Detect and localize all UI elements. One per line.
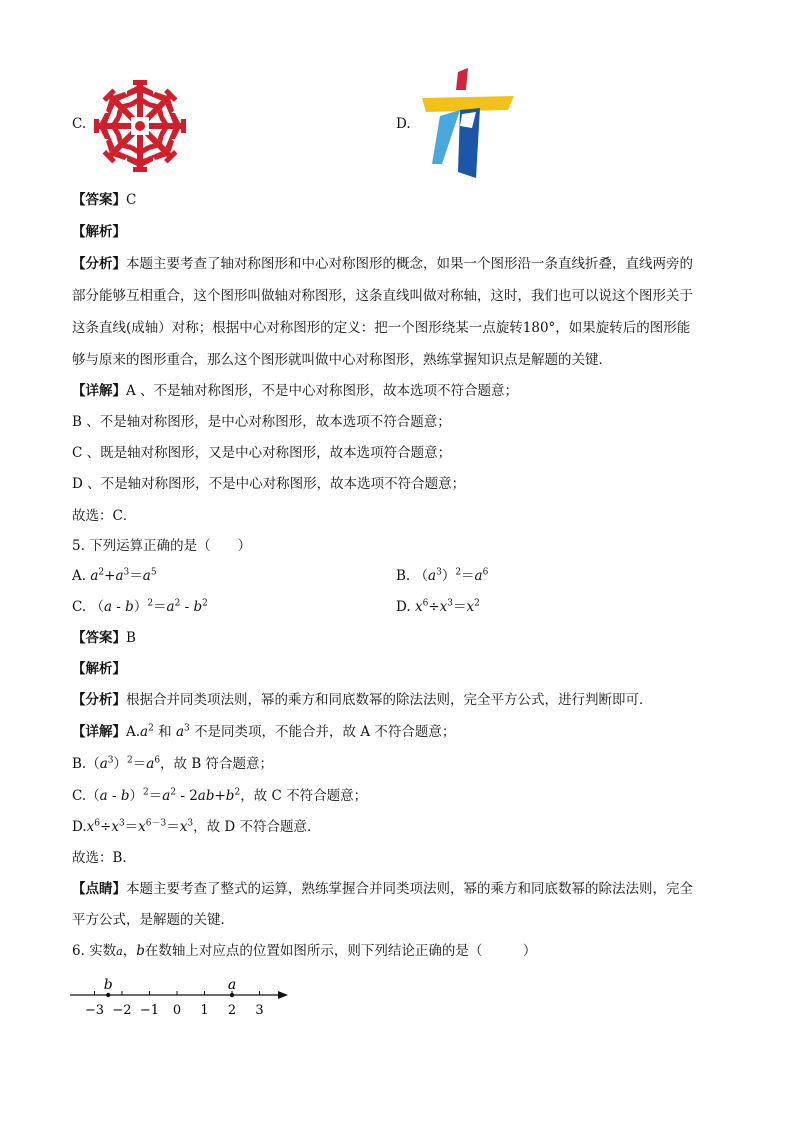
opt-label: D. bbox=[396, 599, 415, 615]
option-d-label: D. bbox=[396, 116, 411, 132]
emblem-figure bbox=[420, 68, 516, 180]
point-a-label: a bbox=[227, 977, 237, 993]
q5-dianjing-2: 平方公式，是解题的关键． bbox=[72, 912, 234, 928]
q5-stem: 5. 下列运算正确的是（ ） bbox=[72, 538, 252, 554]
q4-fenxi-line-1 bbox=[72, 254, 693, 274]
q5-dianjing-1 bbox=[72, 879, 693, 899]
point-b bbox=[106, 993, 110, 997]
fenxi-tag: 【分析】 bbox=[72, 692, 126, 708]
detail-tag: 【详解】 bbox=[72, 383, 126, 399]
q4-fenxi-line-4: 够与原来的图形重合，那么这个图形就叫做中心对称图形，熟练掌握知识点是解题的关键． bbox=[72, 352, 612, 368]
tick-label: −2 bbox=[112, 1003, 132, 1018]
tick-label: −1 bbox=[139, 1003, 160, 1018]
q4-answer-line bbox=[72, 190, 136, 210]
tick-label: 2 bbox=[227, 1003, 237, 1018]
tick-label: −3 bbox=[84, 1003, 105, 1018]
q5-option-c: C. $(a - b)^2=a^2 - b^2$ bbox=[72, 598, 208, 615]
q4-detail-d: D 、不是轴对称图形，不是中心对称图形，故本选项不符合题意； bbox=[72, 476, 466, 492]
q5-option-a: A. $a^2+a^3=a^5$ bbox=[72, 567, 157, 584]
q4-detail-c: C 、既是轴对称图形，又是中心对称图形，故本选项符合题意； bbox=[72, 445, 452, 461]
q5-answer-line bbox=[72, 628, 136, 648]
stem-text: 在数轴上对应点的位置如图所示，则下列结论正确的是（ ） bbox=[144, 943, 537, 959]
answer-value: B bbox=[126, 630, 136, 646]
q5-choice: 故选：B． bbox=[72, 850, 136, 866]
detail-text: ，故 C 不符合题意； bbox=[240, 788, 368, 804]
q4-choice: 故选：C． bbox=[72, 508, 137, 524]
detail-text: 不是同类项，不能合并，故 A 不符合题意； bbox=[194, 724, 456, 740]
q6-stem bbox=[72, 941, 536, 962]
fenxi-text: 根据合并同类项法则，幂的乘方和同底数幂的除法法则，完全平方公式，进行判断即可． bbox=[126, 692, 653, 708]
tick-label: 3 bbox=[255, 1003, 264, 1018]
tick-label: 1 bbox=[200, 1003, 209, 1018]
q5-detail-d: $D.x^6\div x^3=x^{6-3}=x^3$，故 D 不符合题意． bbox=[72, 818, 321, 835]
analysis-tag: 【解析】 bbox=[72, 661, 126, 677]
option-c-label: C. bbox=[72, 116, 87, 132]
answer-tag: 【答案】 bbox=[72, 192, 126, 208]
fenxi-tag: 【分析】 bbox=[72, 256, 126, 272]
q4-fenxi-line-3: 这条直线(成轴）对称；根据中心对称图形的定义：把一个图形绕某一点旋转180°，如果旋转后的图形能 bbox=[72, 320, 691, 336]
q5-detail-a: 【详解】$A.a^2$ 和 $a^3$ 不是同类项，不能合并，故 A 不符合题意； bbox=[72, 723, 456, 740]
q5-option-b: B. $(a^3)^2=a^6$ bbox=[396, 567, 489, 584]
tick-label: 0 bbox=[172, 1003, 182, 1018]
stem-text: 6. 实数 bbox=[72, 943, 117, 959]
q5-detail-b: $B.(a^3)^2=a^6$，故 B 符合题意； bbox=[72, 755, 274, 772]
answer-tag: 【答案】 bbox=[72, 630, 126, 646]
opt-label: B. （ bbox=[396, 568, 429, 584]
opt-label: C. （ bbox=[72, 599, 104, 615]
detail-text: ，故 D 不符合题意． bbox=[193, 819, 321, 835]
opt-label: A. bbox=[72, 568, 91, 584]
axis-arrow-icon bbox=[278, 991, 288, 999]
detail-text: ，故 B 符合题意； bbox=[160, 756, 274, 772]
detail-text: A 、不是轴对称图形，不是中心对称图形，故本选项不符合题意； bbox=[126, 383, 519, 399]
answer-value: C bbox=[126, 192, 137, 208]
stem-text: ， bbox=[122, 943, 137, 959]
q4-detail-a bbox=[72, 381, 518, 401]
var-a: a bbox=[116, 945, 123, 958]
point-b-label: b bbox=[103, 977, 113, 993]
detail-tag: 【详解】 bbox=[72, 724, 126, 740]
fenxi-text: 本题主要考查了轴对称图形和中心对称图形的概念，如果一个图形沿一条直线折叠，直线两旁的 bbox=[126, 256, 693, 272]
q4-fenxi-line-2: 部分能够互相重合，这个图形叫做轴对称图形，这条直线叫做对称轴，这时，我们也可以说这个图形关于 bbox=[72, 288, 693, 304]
q4-detail-b: B 、不是轴对称图形，是中心对称图形，故本选项不符合题意； bbox=[72, 414, 451, 430]
dianjing-text: 本题主要考查了整式的运算，熟练掌握合并同类项法则，幂的乘方和同底数幂的除法法则，完全 bbox=[126, 881, 693, 897]
analysis-tag: 【解析】 bbox=[72, 224, 126, 240]
q5-fenxi bbox=[72, 690, 653, 710]
q5-option-d: D. $x^6\div x^3=x^2$ bbox=[396, 598, 480, 615]
number-line bbox=[66, 972, 296, 1020]
snowflake-figure bbox=[94, 80, 186, 172]
q5-detail-c: $C.(a - b)^2=a^2 - 2ab+b^2$，故 C 不符合题意； bbox=[72, 787, 368, 804]
dianjing-tag: 【点睛】 bbox=[72, 881, 126, 897]
var-b: b bbox=[136, 943, 145, 959]
point-a bbox=[230, 993, 234, 997]
